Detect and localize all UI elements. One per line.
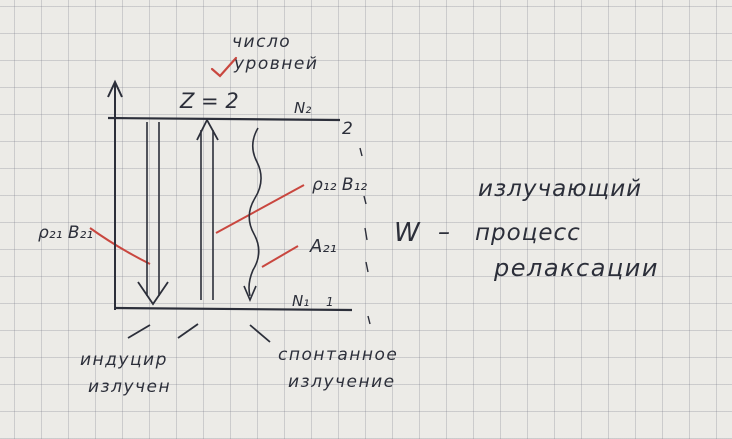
rho12-b12-label: ρ₁₂ B₁₂ bbox=[312, 175, 368, 195]
red-pointer-a21 bbox=[262, 246, 298, 267]
upper-level-index: 2 bbox=[342, 119, 353, 139]
spontaneous-label: спонтанное bbox=[278, 345, 399, 365]
index-tick bbox=[366, 262, 368, 272]
red-check-mark bbox=[212, 58, 236, 76]
upper-level-line bbox=[108, 118, 340, 120]
absorption-arrowhead bbox=[197, 120, 218, 140]
red-pointer-rho12 bbox=[216, 185, 304, 233]
index-tick bbox=[365, 228, 367, 240]
dash-label: – bbox=[438, 218, 450, 246]
radiative-label: излучающий bbox=[478, 176, 643, 202]
induced-label: индуцир bbox=[80, 350, 168, 370]
spontaneous-label-2: излучение bbox=[288, 372, 396, 392]
upper-level-label: N₂ bbox=[294, 99, 312, 117]
lower-level-index: 1 bbox=[326, 295, 334, 309]
lower-level-line bbox=[115, 308, 352, 310]
z-label: Z = 2 bbox=[180, 89, 239, 113]
induced-arrowhead bbox=[138, 282, 168, 304]
induced-label-2: излучен bbox=[88, 377, 172, 397]
relaxation-label: релаксации bbox=[494, 254, 659, 282]
index-tick bbox=[364, 196, 366, 204]
induced-pointer-2 bbox=[178, 324, 198, 338]
w-label: W bbox=[394, 218, 420, 248]
rho21-b21-label: ρ₂₁ B₂₁ bbox=[38, 223, 94, 243]
induced-pointer bbox=[128, 325, 150, 338]
process-label: процесс bbox=[475, 220, 581, 246]
levels-count-label-line1: число уровней bbox=[232, 32, 319, 75]
index-tick bbox=[368, 316, 370, 324]
a21-label: A₂₁ bbox=[310, 236, 337, 257]
index-tick bbox=[360, 148, 362, 156]
spontaneous-pointer bbox=[250, 325, 270, 342]
lower-level-label: N₁ bbox=[292, 292, 310, 310]
red-pointer-rho21 bbox=[90, 228, 150, 264]
